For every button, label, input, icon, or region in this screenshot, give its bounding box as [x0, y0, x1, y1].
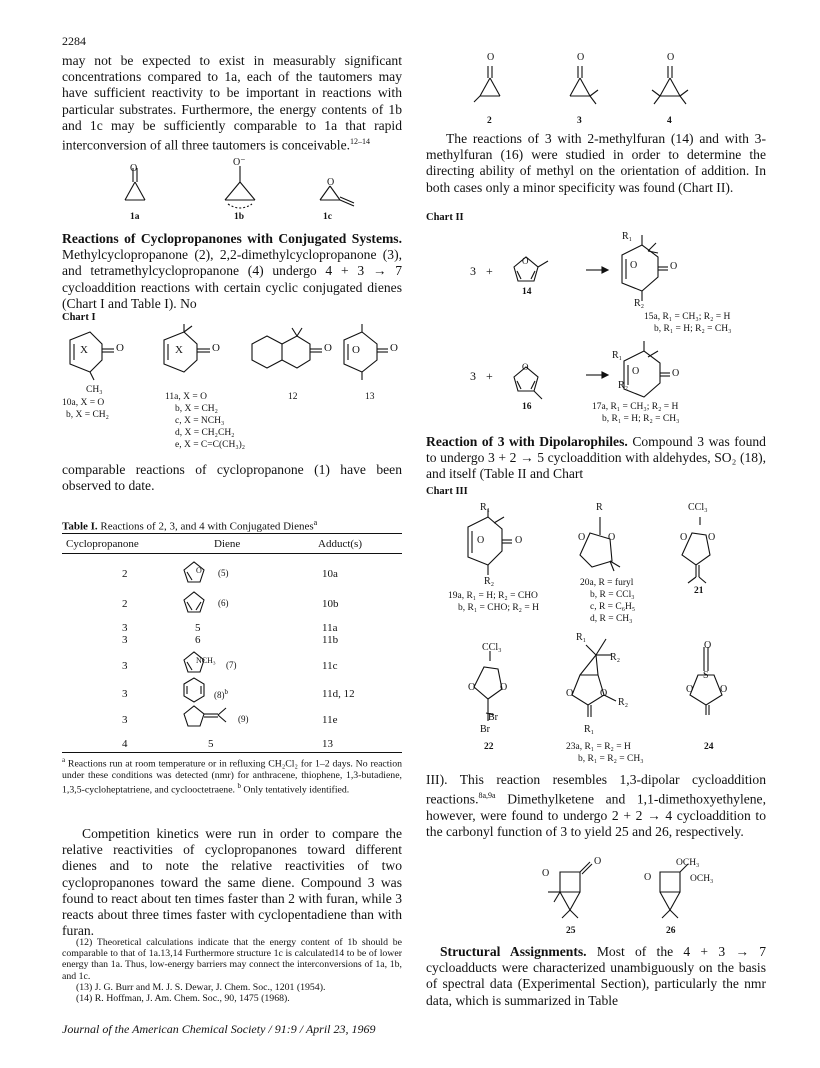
1c-oxygen: O	[327, 177, 335, 188]
compound-2-oxygen: O	[487, 52, 495, 63]
label-11b: b, X = CH₂	[175, 404, 218, 414]
page-number: 2284	[62, 34, 86, 48]
compound-25-o: O	[542, 868, 550, 879]
label-13: 13	[365, 392, 375, 402]
table1-header-cyclopropanone: Cyclopropanone	[66, 538, 139, 550]
label-10a: 10a, X = O	[62, 398, 105, 408]
chart3-19-ring-o: O	[477, 535, 485, 546]
chart2-3-b: 3	[470, 369, 476, 383]
chart1-13-o: O	[390, 342, 398, 354]
chart3-19-r2: R₂	[484, 576, 495, 587]
chart2-17-ring-o: O	[632, 366, 640, 377]
label-11a: 11a, X = O	[165, 392, 207, 402]
table1-rule-mid	[62, 553, 402, 554]
chart2-17-r2: R₂	[618, 380, 629, 391]
reference-14: (14) R. Hoffman, J. Am. Chem. Soc., 90, 1475 (1968).	[76, 993, 290, 1005]
chart3-20-o2: O	[608, 532, 616, 543]
chart1-11-x: X	[175, 344, 183, 356]
table1-row4-ketone: 3	[122, 634, 128, 646]
compound-4-oxygen: O	[667, 52, 675, 63]
label-10b: b, X = CH₂	[66, 410, 109, 420]
label-22: 22	[484, 742, 494, 752]
table1-row8-adduct: 13	[322, 738, 333, 750]
chart2-15-r2: R₂	[634, 298, 645, 309]
col2-paragraph-2: III). This reaction resembles 1,3-dipolar cycloaddition reactions.$^{8a,9a}$ Dimethylketene and 1,1-dimethoxyethylene, however, were found to undergo 2 + 2 → 4 cycloaddition to the carbonyl function of 3 to yield 25 and 26, respectively.	[426, 772, 766, 840]
table1-row7-adduct: 11e	[322, 714, 338, 726]
table1-row4-adduct: 11b	[322, 634, 339, 646]
1a-oxygen: O	[130, 163, 138, 174]
chart3-19-r1: R₁	[480, 502, 491, 513]
table1-row1-adduct: 10a	[322, 568, 338, 580]
label-20d: d, R = CH₃	[590, 614, 633, 624]
compounds-25-26	[540, 856, 740, 922]
chart3-22-ccl3: CCl₃	[482, 642, 502, 653]
table1-header-diene: Diene	[214, 538, 241, 550]
label-11e: e, X = C=C(CH₃)₂	[175, 440, 246, 450]
chart3-23-r1-top: R₁	[576, 632, 587, 643]
label-21: 21	[694, 586, 704, 596]
chart3-20-o1: O	[578, 532, 586, 543]
table1-caption: Table I. Reactions of 2, 3, and 4 with Conjugated Dienes$^a$	[62, 518, 318, 533]
chart2-3-a: 3	[470, 264, 476, 278]
table1-row5-ketone: 3	[122, 660, 128, 672]
chart2-plus-b: +	[486, 369, 493, 383]
chart3-23-r1-bottom: R₁	[584, 724, 595, 735]
chart3-title: Chart III	[426, 486, 468, 497]
table1-footnote: $^a$ Reactions run at room temperature or in refluxing CH₂Cl₂ for 1–2 days. No reaction under these conditions was detected (nmr) for anthracene, thiophene, 1,3-butadiene, 1,3,5-cycloheptatriene, and cyclooctetraene. $^b$ Only tentatively identified.	[62, 756, 403, 796]
label-25: 25	[566, 926, 576, 936]
table1-row3-adduct: 11a	[322, 622, 338, 634]
table1-row2-ketone: 2	[122, 598, 128, 610]
col1-paragraph-1: may not be expected to exist in measurably significant concentrations compared to 1a, each of the tautomers may have sufficient reactivity to be important in reactions with particular substrates. Furthermore, the energy contents of 1b and 1c may be sufficiently comparable to 1a that rapid interconversion of all three tautomers is conceivable.$^{12-14}$	[62, 53, 402, 153]
table1-row5-ring-nch3: NCH₃	[196, 656, 216, 665]
chart2-17-o: O	[672, 368, 680, 379]
table1-row1-ketone: 2	[122, 568, 128, 580]
chart3-22-o2: O	[500, 682, 508, 693]
compound-26-o: O	[644, 872, 652, 883]
table1-row7-ketone: 3	[122, 714, 128, 726]
chart1-ch3: CH₃	[86, 385, 103, 395]
chart3-23-o1: O	[566, 688, 574, 699]
chart2-title: Chart II	[426, 212, 464, 223]
label-19a: 19a, R₁ = H; R₂ = CHO	[448, 591, 538, 601]
chart1-12-o: O	[324, 342, 332, 354]
label-1b: 1b	[234, 212, 245, 222]
label-20c: c, R = C₆H₅	[590, 602, 636, 612]
chart3-23-r2-side: R₂	[618, 697, 629, 708]
col1-paragraph-3: Competition kinetics were run in order to compare the relative reactivities of cyclopropanones toward different dienes and to note the relative reactivities of two cyclopropanones toward the same diene. Compound 3 was found to react about ten times faster than 2 with furan, while 3 reacts about three times faster with cyclopentadiene than with furan.	[62, 826, 402, 939]
journal-footer: Journal of the American Chemical Society / 91:9 / April 23, 1969	[62, 1022, 376, 1036]
table1-row8-diene: 5	[208, 738, 214, 750]
chart3-20-r: R	[596, 502, 603, 513]
chart3-22-o1: O	[468, 682, 476, 693]
col2-section-structural: Structural Assignments. Most of the 4 + 3 → 7 cycloadducts were characterized unambiguously on the basis of spectral data (Experimental Section), particularly the nmr data, which is summarized in Table	[426, 944, 766, 1008]
1b-oxygen-anion: O⁻	[233, 157, 246, 168]
label-23a: 23a, R₁ = R₂ = H	[566, 742, 631, 752]
table1-header-adducts: Adduct(s)	[318, 538, 362, 550]
table1-row8-ketone: 4	[122, 738, 128, 750]
chart3-22-br-1: Br	[488, 712, 498, 723]
chart1-10-x: X	[80, 344, 88, 356]
label-15a: 15a, R₁ = CH₃; R₂ = H	[644, 312, 731, 322]
label-12: 12	[288, 392, 298, 402]
chart2-plus-a: +	[486, 264, 493, 278]
col1-paragraph-2: comparable reactions of cyclopropanone (1) have been observed to date.	[62, 462, 402, 494]
chart2-15-o: O	[670, 261, 678, 272]
chart3-22-br-2: Br	[480, 724, 490, 735]
table1-row5-diene: (7)	[226, 660, 237, 670]
table1-rule-top	[62, 533, 402, 534]
chart2-15-ring-o: O	[630, 260, 638, 271]
table1-row4-diene: 6	[195, 634, 201, 646]
chart3-23-r2-top: R₂	[610, 652, 621, 663]
chart3-24-o1: O	[686, 684, 694, 695]
chart2-17-r1: R₁	[612, 350, 623, 361]
chart3-21-o1: O	[680, 532, 688, 543]
compound-26-och3-top: OCH₃	[676, 858, 700, 868]
chart1-structures	[62, 322, 402, 392]
chart2-14-o: O	[522, 256, 529, 266]
chart1-title: Chart I	[62, 312, 96, 323]
table1-rule-bottom	[62, 752, 402, 753]
table1-row1-diene: (5)	[218, 568, 229, 578]
chart3-21-ccl3: CCl₃	[688, 502, 708, 513]
label-11d: d, X = CH₂CH₂	[175, 428, 235, 438]
table1-row6-diene: $(8)^b$	[214, 688, 228, 700]
table1-row7-diene: (9)	[238, 714, 249, 724]
compound-25-oxo: O	[594, 856, 602, 867]
label-3: 3	[577, 116, 582, 126]
label-17b: b, R₁ = H; R₂ = CH₃	[602, 414, 680, 424]
compound-3-oxygen: O	[577, 52, 585, 63]
chart3-24-s: S	[703, 670, 709, 681]
reference-12: (12) Theoretical calculations indicate that the energy content of 1b should be comparable to that of 1a.13,14 Furthermore structure 1c is calculated14 to be of lower energy than 1a. Thus, low-energy barriers may connect the interconversions of 1a, 1b, and 1c.	[62, 937, 402, 982]
table1-row2-adduct: 10b	[322, 598, 339, 610]
label-24: 24	[704, 742, 714, 752]
col1-section-reactions: Reactions of Cyclopropanones with Conjugated Systems. Methylcyclopropanone (2), 2,2-dimethylcyclopropanone (3), and tetramethylcyclopropanone (4) undergo 4 + 3 → 7 cycloaddition reactions with certain cyclic conjugated dienes (Chart I and Table I). No	[62, 231, 402, 311]
col2-section-dipolarophiles: Reaction of 3 with Dipolarophiles. Compound 3 was found to undergo 3 + 2 → 5 cycloaddition with aldehydes, SO₂ (18), and itself (Table II and Chart	[426, 434, 766, 482]
chart2-16-o: O	[522, 362, 529, 372]
label-14: 14	[522, 287, 532, 297]
reference-13: (13) J. G. Burr and M. J. S. Dewar, J. Chem. Soc., 1201 (1954).	[76, 981, 326, 993]
table1-row6-adduct: 11d, 12	[322, 688, 355, 700]
table1-row2-diene: (6)	[218, 598, 229, 608]
label-1c: 1c	[323, 212, 332, 222]
chart3-23-o2: O	[600, 688, 608, 699]
label-15b: b, R₁ = H; R₂ = CH₃	[654, 324, 732, 334]
label-1a: 1a	[130, 212, 140, 222]
compounds-2-3-4	[470, 58, 710, 108]
label-17a: 17a, R₁ = CH₃; R₂ = H	[592, 402, 679, 412]
chart3-19-o: O	[515, 535, 523, 546]
label-4: 4	[667, 116, 672, 126]
chart3-24-o2: O	[720, 684, 728, 695]
col1-references	[62, 937, 402, 1004]
table1-row6-ketone: 3	[122, 688, 128, 700]
label-23b: b, R₁ = R₂ = CH₃	[578, 754, 644, 764]
label-19b: b, R₁ = CHO; R₂ = H	[458, 603, 539, 613]
compound-26-och3-side: OCH₃	[690, 874, 714, 884]
table1-row3-ketone: 3	[122, 622, 128, 634]
label-16: 16	[522, 402, 532, 412]
label-2: 2	[487, 116, 492, 126]
tautomer-structures	[110, 160, 370, 220]
chart2-15-r1: R₁	[622, 231, 633, 242]
col2-paragraph-1: The reactions of 3 with 2-methylfuran (14) and with 3-methylfuran (16) were studied in order to determine the directing ability of methyl on the orientation of addition. In both cases only a minor specificity was found (Chart II).	[426, 131, 766, 195]
chart1-13-ring-o: O	[352, 344, 360, 356]
label-11c: c, X = NCH₃	[175, 416, 225, 426]
chart3-21-o2: O	[708, 532, 716, 543]
table1-row1-ring-o: O	[196, 566, 202, 575]
label-26: 26	[666, 926, 676, 936]
table1-row5-adduct: 11c	[322, 660, 338, 672]
chart1-10-o: O	[116, 342, 124, 354]
chart1-11-o: O	[212, 342, 220, 354]
label-20a: 20a, R = furyl	[580, 578, 634, 588]
label-20b: b, R = CCl₃	[590, 590, 635, 600]
table1-row3-diene: 5	[195, 622, 201, 634]
chart3-24-oxo: O	[704, 640, 712, 651]
